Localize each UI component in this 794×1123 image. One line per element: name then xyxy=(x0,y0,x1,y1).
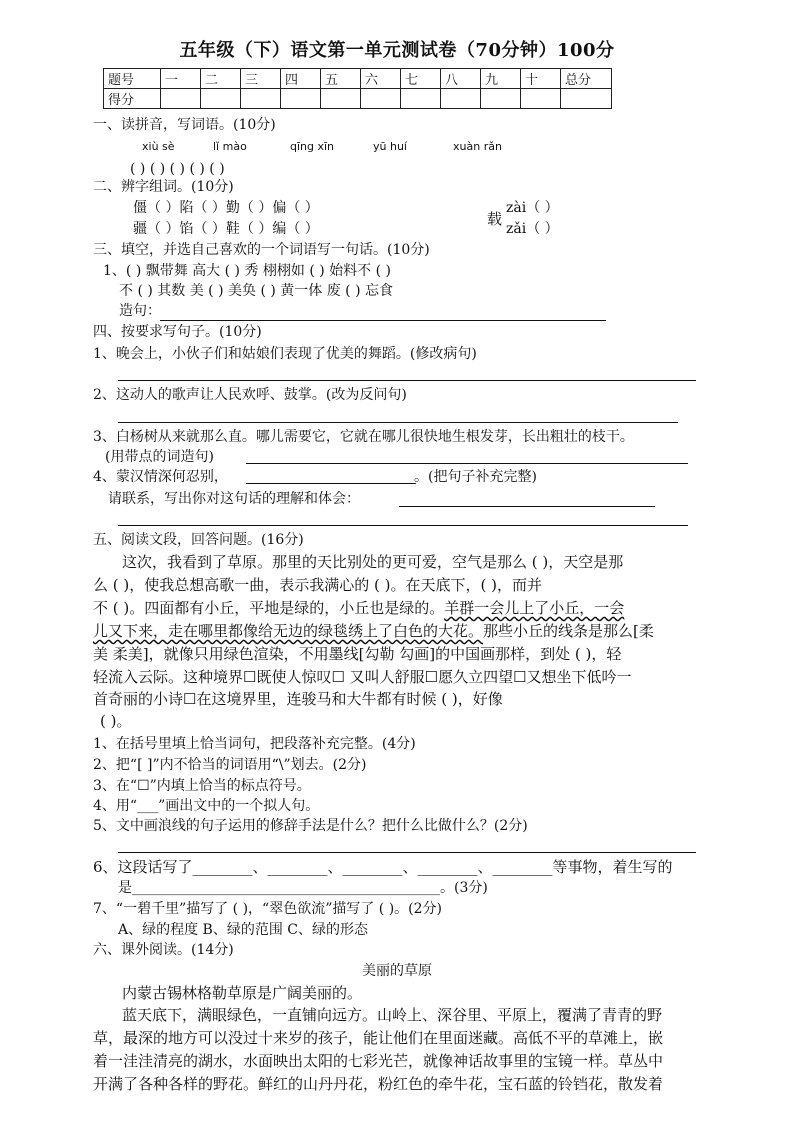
pinyin-4: yū huí xyxy=(373,140,407,153)
answer-line[interactable] xyxy=(118,525,688,526)
score-table-score-row xyxy=(104,89,612,109)
question[interactable]: 7、“一碧千里”描写了 ( )，“翠色欲流”描写了 ( )。(2分) xyxy=(93,901,443,917)
score-input-cell[interactable] xyxy=(521,89,561,109)
answer-line[interactable] xyxy=(399,506,655,507)
score-input-cell[interactable] xyxy=(321,89,361,109)
reading-line: 着一洼洼清亮的湖水，水面映出太阳的七彩光芒，就像神话故事里的宝镜一样。草丛中 xyxy=(93,1052,664,1070)
question: 3、在“☐”内填上恰当的标点符号。 xyxy=(93,778,311,794)
pinyin-5: xuàn rǎn xyxy=(453,140,502,153)
score-input-cell[interactable] xyxy=(201,89,241,109)
question: 1、晚会上，小伙子们和姑娘们表现了优美的舞蹈。(修改病句) xyxy=(93,346,477,362)
passage-line: 美 柔美]，就像只用绿色渲染，不用墨线[勾勒 勾画]的中国画那样，到处 ( )，轻 xyxy=(93,645,622,663)
table-cell: 总分 xyxy=(561,69,612,89)
table-cell: 一 xyxy=(161,69,201,89)
reading-line: 草，最深的地方可以没过十来岁的孩子，能让他们在里面迷藏。高低不平的草滩上，嵌 xyxy=(93,1029,664,1047)
reading-line: 开满了各种各样的野花。鲜红的山丹丹花，粉红色的牵牛花，宝石蓝的铃铛花，散发着 xyxy=(93,1075,664,1093)
score-input-cell[interactable] xyxy=(441,89,481,109)
table-cell: 四 xyxy=(281,69,321,89)
passage-text: 那些小丘的线条是那么[柔 xyxy=(483,622,654,640)
zai-char: 载 xyxy=(487,210,503,228)
score-input-cell[interactable] xyxy=(361,89,401,109)
question: 5、文中画浪线的句子运用的修辞手法是什么？把什么比做什么？(2分) xyxy=(93,818,528,834)
passage-line: 这次，我看到了草原。那里的天比别处的更可爱，空气是那么 ( )，天空是那 xyxy=(122,553,624,571)
answer-line[interactable] xyxy=(118,852,696,853)
section-heading: 三、填空，并选自己喜欢的一个词语写一句话。(10分) xyxy=(93,242,430,258)
question-tail: 。(把句子补充完整) xyxy=(414,469,537,485)
pinyin-1: xiù sè xyxy=(142,140,175,153)
sentence-label: 造句： xyxy=(119,303,161,319)
passage-line xyxy=(93,601,624,616)
question: 1、在括号里填上恰当词句，把段落补充完整。(4分) xyxy=(93,736,416,752)
passage-line: 么 ( )，使我总想高歌一曲，表示我满心的 ( )。在天底下，( )，而并 xyxy=(93,576,542,594)
score-input-cell[interactable] xyxy=(481,89,521,109)
table-cell: 十 xyxy=(521,69,561,89)
pinyin-2: lǐ mào xyxy=(213,140,247,153)
wavy-underlined-sentence: 羊群一会儿上了小丘，一会 xyxy=(444,599,625,617)
table-cell: 二 xyxy=(201,69,241,89)
pinyin-3: qīng xīn xyxy=(290,140,335,153)
question: 4、用“___”画出文中的一个拟人句。 xyxy=(93,798,320,814)
score-input-cell[interactable] xyxy=(241,89,281,109)
table-cell: 得分 xyxy=(104,89,161,109)
reading-paragraph: 内蒙古锡林格勒草原是广阔美丽的。 xyxy=(122,984,363,1002)
word-row[interactable]: 疆（ ）馅（ ）鞋（ ）编（ ） xyxy=(133,221,319,237)
answer-line[interactable] xyxy=(118,380,696,381)
fill-line[interactable]: 不 ( ) 其数 美 ( ) 美奂 ( ) 黄一体 废 ( ) 忘食 xyxy=(119,283,393,299)
passage-line: 首奇丽的小诗☐在这境界里，连骏马和大牛都有时候 ( )，好像 xyxy=(93,690,503,708)
score-input-cell[interactable] xyxy=(281,89,321,109)
passage-text: 不 ( )。四面都有小丘，平地是绿的，小丘也是绿的。 xyxy=(93,599,445,617)
reading-title: 美丽的草原 xyxy=(362,963,432,979)
passage-line: ( )。 xyxy=(100,712,132,730)
section-heading: 一、读拼音，写词语。(10分) xyxy=(93,117,276,133)
table-cell: 八 xyxy=(441,69,481,89)
question: 请联系，写出你对这句话的理解和体会： xyxy=(108,491,360,507)
table-cell: 题号 xyxy=(104,69,161,89)
question-note: (用带点的词造句) xyxy=(105,449,214,465)
answer-line[interactable] xyxy=(118,422,678,423)
section-heading: 五、阅读文段，回答问题。(16分) xyxy=(93,532,304,548)
question[interactable]: 是____________________________________________。(3分) xyxy=(118,880,488,896)
table-cell: 九 xyxy=(481,69,521,89)
table-cell: 七 xyxy=(401,69,441,89)
answer-line[interactable] xyxy=(160,320,606,321)
passage-line xyxy=(93,624,654,639)
section-heading: 六、课外阅读。(14分) xyxy=(93,942,234,958)
section-heading: 四、按要求写句子。(10分) xyxy=(93,324,262,340)
table-cell: 五 xyxy=(321,69,361,89)
question: 4、蒙汉情深何忍别， xyxy=(93,469,228,485)
answer-line[interactable] xyxy=(246,463,688,464)
table-cell: 六 xyxy=(361,69,401,89)
question: 2、这动人的歌声让人民欢呼、鼓掌。(改为反问句) xyxy=(93,387,407,403)
score-table-header-row xyxy=(104,69,612,89)
reading-line: 蓝天底下，满眼绿色，一直铺向远方。山岭上、深谷里、平原上，覆满了青青的野 xyxy=(122,1006,663,1024)
score-input-cell[interactable] xyxy=(161,89,201,109)
question[interactable]: 6、这段话写了________、________、________、________、________等事物，着生写的 xyxy=(93,858,673,876)
fill-line[interactable]: 1、( ) 飘带舞 高大 ( ) 秀 栩栩如 ( ) 始料不 ( ) xyxy=(103,263,392,279)
question: 2、把“[ ]”内不恰当的词语用“\”划去。(2分) xyxy=(93,757,367,773)
page-title: 五年级（下）语文第一单元测试卷（70分钟）100分 xyxy=(179,40,615,61)
answer-brackets[interactable]: ( ) ( ) ( ) ( ) ( ) xyxy=(130,161,225,177)
answer-options[interactable]: A、绿的程度 B、绿的范围 C、绿的形态 xyxy=(118,922,369,938)
score-input-cell[interactable] xyxy=(401,89,441,109)
score-table xyxy=(103,68,612,109)
section-heading: 二、辨字组词。(10分) xyxy=(93,179,234,195)
zai-reading-2[interactable]: zǎi（ ） xyxy=(506,221,559,237)
answer-line[interactable] xyxy=(246,483,416,484)
question: 3、白杨树从来就那么直。哪儿需要它，它就在哪儿很快地生根发芽，长出粗壮的枝干。 xyxy=(93,429,634,445)
word-row[interactable]: 僵（ ）陷（ ）勤（ ）偏（ ） xyxy=(133,200,319,216)
zai-reading-1[interactable]: zài（ ） xyxy=(506,200,559,216)
passage-line: 轻流入云际。这种境界☐既使人惊叹☐ 又叫人舒服☐愿久立四望☐又想坐下低吟一 xyxy=(93,668,632,686)
table-cell: 三 xyxy=(241,69,281,89)
wavy-underlined-sentence: 儿又下来，走在哪里都像给无边的绿毯绣上了白色的大花。 xyxy=(93,622,484,640)
score-input-cell[interactable] xyxy=(561,89,612,109)
